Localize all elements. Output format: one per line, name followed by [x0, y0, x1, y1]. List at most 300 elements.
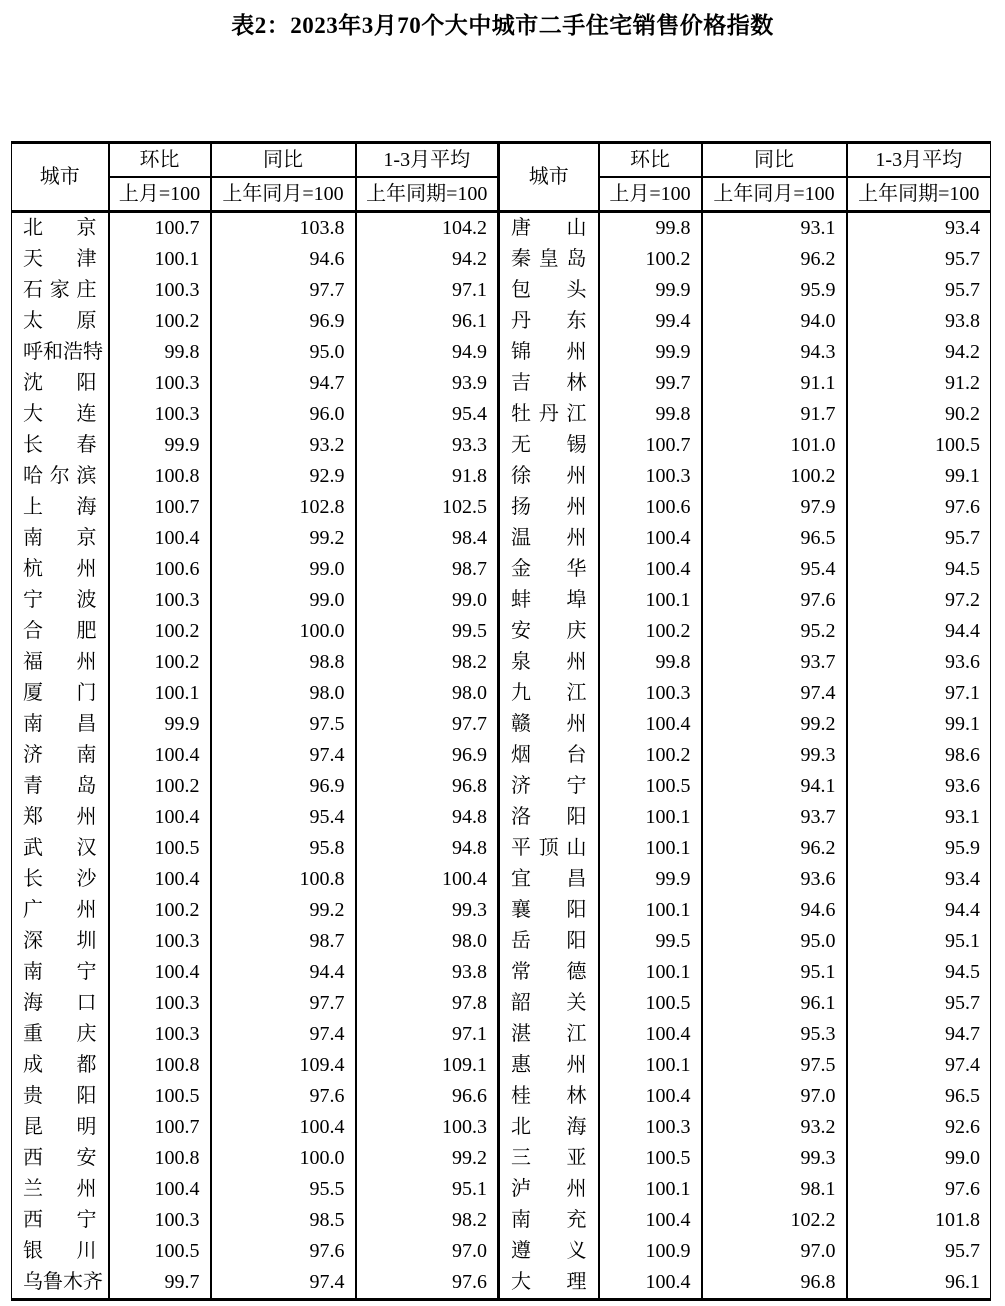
mom-value-cell: 100.7 — [109, 492, 211, 523]
mom-value-cell: 100.2 — [599, 244, 702, 275]
avg-value-cell: 98.0 — [356, 926, 499, 957]
city-name: 安庆 — [511, 620, 587, 642]
mom-value-cell: 100.2 — [109, 306, 211, 337]
mom-value-cell: 100.2 — [599, 740, 702, 771]
city-name: 哈尔滨 — [23, 465, 97, 487]
city-cell — [499, 1267, 599, 1300]
avg-value-cell: 96.5 — [847, 1081, 991, 1112]
yoy-value-cell: 93.2 — [702, 1112, 847, 1143]
city-name: 牡丹江 — [511, 403, 587, 425]
avg-value-cell: 98.4 — [356, 523, 499, 554]
header-yoy-right: 同比 — [702, 143, 847, 178]
city-cell — [499, 616, 599, 647]
header-row-top — [12, 143, 991, 178]
city-cell — [12, 1081, 109, 1112]
yoy-value-cell: 91.7 — [702, 399, 847, 430]
city-name: 吉林 — [511, 372, 587, 394]
city-name: 南昌 — [23, 713, 97, 735]
header-city-right: 城市 — [499, 143, 599, 212]
table-row — [12, 678, 991, 709]
avg-value-cell: 96.8 — [356, 771, 499, 802]
mom-value-cell: 100.3 — [599, 1112, 702, 1143]
city-cell — [499, 1143, 599, 1174]
city-name: 金华 — [511, 558, 587, 580]
yoy-value-cell: 93.6 — [702, 864, 847, 895]
yoy-value-cell: 103.8 — [211, 212, 356, 245]
table-row — [12, 554, 991, 585]
city-cell — [499, 306, 599, 337]
yoy-value-cell: 102.2 — [702, 1205, 847, 1236]
city-name: 赣州 — [511, 713, 587, 735]
mom-value-cell: 100.7 — [109, 1112, 211, 1143]
avg-value-cell: 97.4 — [847, 1050, 991, 1081]
avg-value-cell: 94.7 — [847, 1019, 991, 1050]
city-cell — [12, 399, 109, 430]
city-name: 重庆 — [23, 1023, 97, 1045]
mom-value-cell: 100.5 — [109, 1081, 211, 1112]
avg-value-cell: 98.7 — [356, 554, 499, 585]
city-cell — [12, 895, 109, 926]
city-name: 西安 — [23, 1147, 97, 1169]
mom-value-cell: 100.1 — [599, 833, 702, 864]
avg-value-cell: 95.7 — [847, 275, 991, 306]
city-cell — [499, 368, 599, 399]
city-cell — [499, 709, 599, 740]
header-avg-base-right: 上年同期=100 — [847, 177, 991, 212]
avg-value-cell: 93.4 — [847, 212, 991, 245]
city-cell — [12, 337, 109, 368]
city-cell — [12, 1205, 109, 1236]
table-row — [12, 1081, 991, 1112]
city-name: 襄阳 — [511, 899, 587, 921]
city-name: 洛阳 — [511, 806, 587, 828]
avg-value-cell: 99.0 — [356, 585, 499, 616]
table-row — [12, 1267, 991, 1300]
yoy-value-cell: 99.2 — [702, 709, 847, 740]
table-row — [12, 740, 991, 771]
city-name: 厦门 — [23, 682, 97, 704]
city-cell — [12, 585, 109, 616]
yoy-value-cell: 94.0 — [702, 306, 847, 337]
city-cell — [499, 1019, 599, 1050]
mom-value-cell: 100.2 — [109, 647, 211, 678]
table-row — [12, 864, 991, 895]
table-row — [12, 1174, 991, 1205]
avg-value-cell: 98.6 — [847, 740, 991, 771]
avg-value-cell: 97.2 — [847, 585, 991, 616]
city-cell — [12, 926, 109, 957]
city-name: 大连 — [23, 403, 97, 425]
city-name: 青岛 — [23, 775, 97, 797]
city-cell — [499, 585, 599, 616]
avg-value-cell: 96.1 — [847, 1267, 991, 1300]
city-name: 宜昌 — [511, 868, 587, 890]
table-row — [12, 244, 991, 275]
yoy-value-cell: 91.1 — [702, 368, 847, 399]
avg-value-cell: 97.1 — [847, 678, 991, 709]
yoy-value-cell: 96.1 — [702, 988, 847, 1019]
city-name: 南宁 — [23, 961, 97, 983]
table-row — [12, 1143, 991, 1174]
city-cell — [12, 430, 109, 461]
city-cell — [12, 709, 109, 740]
yoy-value-cell: 101.0 — [702, 430, 847, 461]
city-name: 遵义 — [511, 1240, 587, 1262]
city-name: 无锡 — [511, 434, 587, 456]
city-name: 福州 — [23, 651, 97, 673]
yoy-value-cell: 100.8 — [211, 864, 356, 895]
city-name: 沈阳 — [23, 372, 97, 394]
yoy-value-cell: 99.2 — [211, 895, 356, 926]
city-name: 合肥 — [23, 620, 97, 642]
mom-value-cell: 100.2 — [599, 616, 702, 647]
mom-value-cell: 100.7 — [599, 430, 702, 461]
mom-value-cell: 100.5 — [109, 833, 211, 864]
yoy-value-cell: 94.7 — [211, 368, 356, 399]
city-cell — [12, 988, 109, 1019]
mom-value-cell: 100.3 — [109, 399, 211, 430]
mom-value-cell: 100.8 — [109, 1143, 211, 1174]
mom-value-cell: 100.3 — [599, 461, 702, 492]
mom-value-cell: 100.2 — [109, 771, 211, 802]
city-name: 三亚 — [511, 1147, 587, 1169]
avg-value-cell: 93.6 — [847, 647, 991, 678]
yoy-value-cell: 95.5 — [211, 1174, 356, 1205]
mom-value-cell: 100.4 — [599, 1081, 702, 1112]
city-name: 太原 — [23, 310, 97, 332]
city-name: 泸州 — [511, 1178, 587, 1200]
avg-value-cell: 90.2 — [847, 399, 991, 430]
avg-value-cell: 94.9 — [356, 337, 499, 368]
avg-value-cell: 95.9 — [847, 833, 991, 864]
avg-value-cell: 94.5 — [847, 554, 991, 585]
city-cell — [12, 833, 109, 864]
table-row — [12, 337, 991, 368]
city-cell — [499, 461, 599, 492]
mom-value-cell: 100.3 — [109, 585, 211, 616]
table-row — [12, 988, 991, 1019]
yoy-value-cell: 98.8 — [211, 647, 356, 678]
city-name: 平顶山 — [511, 837, 587, 859]
avg-value-cell: 97.6 — [847, 492, 991, 523]
header-yoy-left: 同比 — [211, 143, 356, 178]
mom-value-cell: 100.5 — [109, 1236, 211, 1267]
city-cell — [499, 399, 599, 430]
yoy-value-cell: 93.7 — [702, 802, 847, 833]
yoy-value-cell: 100.2 — [702, 461, 847, 492]
city-name: 上海 — [23, 496, 97, 518]
city-name: 秦皇岛 — [511, 248, 587, 270]
city-cell — [499, 1205, 599, 1236]
table-row — [12, 492, 991, 523]
city-name: 唐山 — [511, 217, 587, 239]
header-city-left: 城市 — [39, 166, 80, 188]
mom-value-cell: 100.8 — [109, 1050, 211, 1081]
yoy-value-cell: 95.8 — [211, 833, 356, 864]
avg-value-cell: 93.4 — [847, 864, 991, 895]
city-cell — [12, 554, 109, 585]
avg-value-cell: 94.5 — [847, 957, 991, 988]
mom-value-cell: 99.8 — [599, 647, 702, 678]
avg-value-cell: 95.7 — [847, 988, 991, 1019]
yoy-value-cell: 94.6 — [702, 895, 847, 926]
avg-value-cell: 97.1 — [356, 1019, 499, 1050]
header-avg-left: 1-3月平均 — [356, 143, 499, 178]
city-cell — [499, 926, 599, 957]
avg-value-cell: 95.1 — [847, 926, 991, 957]
avg-value-cell: 94.2 — [356, 244, 499, 275]
mom-value-cell: 99.5 — [599, 926, 702, 957]
mom-value-cell: 100.3 — [109, 368, 211, 399]
yoy-value-cell: 100.4 — [211, 1112, 356, 1143]
table-row — [12, 275, 991, 306]
city-name: 杭州 — [23, 558, 97, 580]
city-cell — [499, 740, 599, 771]
city-cell — [499, 802, 599, 833]
yoy-value-cell: 99.0 — [211, 554, 356, 585]
yoy-value-cell: 93.7 — [702, 647, 847, 678]
city-cell — [12, 616, 109, 647]
city-name: 温州 — [511, 527, 587, 549]
city-cell — [499, 523, 599, 554]
table-row — [12, 430, 991, 461]
city-name: 丹东 — [511, 310, 587, 332]
header-yoy-base-left: 上年同月=100 — [211, 177, 356, 212]
city-name: 呼和浩特 — [23, 341, 103, 363]
yoy-value-cell: 95.4 — [211, 802, 356, 833]
yoy-value-cell: 98.1 — [702, 1174, 847, 1205]
avg-value-cell: 93.8 — [847, 306, 991, 337]
mom-value-cell: 100.4 — [599, 709, 702, 740]
yoy-value-cell: 95.2 — [702, 616, 847, 647]
mom-value-cell: 100.1 — [109, 678, 211, 709]
city-name: 海口 — [23, 992, 97, 1014]
city-name: 烟台 — [511, 744, 587, 766]
table-row — [12, 585, 991, 616]
avg-value-cell: 96.1 — [356, 306, 499, 337]
mom-value-cell: 99.8 — [599, 399, 702, 430]
yoy-value-cell: 94.4 — [211, 957, 356, 988]
yoy-value-cell: 97.4 — [211, 740, 356, 771]
mom-value-cell: 100.3 — [109, 926, 211, 957]
yoy-value-cell: 100.0 — [211, 1143, 356, 1174]
city-cell — [499, 957, 599, 988]
yoy-value-cell: 109.4 — [211, 1050, 356, 1081]
city-name: 成都 — [23, 1054, 97, 1076]
avg-value-cell: 98.2 — [356, 1205, 499, 1236]
mom-value-cell: 99.7 — [109, 1267, 211, 1300]
table-row — [12, 1112, 991, 1143]
avg-value-cell: 93.8 — [356, 957, 499, 988]
yoy-value-cell: 99.3 — [702, 1143, 847, 1174]
yoy-value-cell: 94.3 — [702, 337, 847, 368]
avg-value-cell: 92.6 — [847, 1112, 991, 1143]
yoy-value-cell: 97.6 — [211, 1236, 356, 1267]
avg-value-cell: 91.8 — [356, 461, 499, 492]
city-name: 银川 — [23, 1240, 97, 1262]
avg-value-cell: 94.8 — [356, 802, 499, 833]
city-name: 深圳 — [23, 930, 97, 952]
city-name: 惠州 — [511, 1054, 587, 1076]
table-row — [12, 461, 991, 492]
city-cell — [12, 1236, 109, 1267]
city-name: 包头 — [511, 279, 587, 301]
header-mom-base-right: 上月=100 — [599, 177, 702, 212]
city-name: 北海 — [511, 1116, 587, 1138]
city-name: 韶关 — [511, 992, 587, 1014]
yoy-value-cell: 95.0 — [702, 926, 847, 957]
yoy-value-cell: 95.3 — [702, 1019, 847, 1050]
city-cell — [12, 244, 109, 275]
mom-value-cell: 100.1 — [599, 957, 702, 988]
mom-value-cell: 100.3 — [109, 988, 211, 1019]
mom-value-cell: 100.4 — [599, 1267, 702, 1300]
yoy-value-cell: 97.0 — [702, 1081, 847, 1112]
avg-value-cell: 94.2 — [847, 337, 991, 368]
city-name: 宁波 — [23, 589, 97, 611]
mom-value-cell: 99.9 — [599, 337, 702, 368]
yoy-value-cell: 97.4 — [211, 1019, 356, 1050]
avg-value-cell: 95.7 — [847, 1236, 991, 1267]
table-row — [12, 833, 991, 864]
table-row — [12, 306, 991, 337]
header-mom-right: 环比 — [599, 143, 702, 178]
avg-value-cell: 99.5 — [356, 616, 499, 647]
yoy-value-cell: 92.9 — [211, 461, 356, 492]
table-row — [12, 926, 991, 957]
mom-value-cell: 100.4 — [599, 523, 702, 554]
table-row — [12, 647, 991, 678]
avg-value-cell: 96.6 — [356, 1081, 499, 1112]
mom-value-cell: 100.1 — [599, 895, 702, 926]
city-cell — [12, 306, 109, 337]
city-name: 济宁 — [511, 775, 587, 797]
city-cell — [499, 244, 599, 275]
avg-value-cell: 97.6 — [847, 1174, 991, 1205]
avg-value-cell: 100.3 — [356, 1112, 499, 1143]
city-cell — [499, 1174, 599, 1205]
avg-value-cell: 99.2 — [356, 1143, 499, 1174]
mom-value-cell: 100.4 — [599, 1205, 702, 1236]
mom-value-cell: 99.4 — [599, 306, 702, 337]
city-name: 兰州 — [23, 1178, 97, 1200]
header-mom-left: 环比 — [109, 143, 211, 178]
table-row — [12, 957, 991, 988]
mom-value-cell: 100.6 — [599, 492, 702, 523]
yoy-value-cell: 99.3 — [702, 740, 847, 771]
city-name: 常德 — [511, 961, 587, 983]
avg-value-cell: 95.7 — [847, 523, 991, 554]
mom-value-cell: 100.3 — [109, 1019, 211, 1050]
avg-value-cell: 98.2 — [356, 647, 499, 678]
table-row — [12, 1236, 991, 1267]
city-cell — [499, 1112, 599, 1143]
city-cell — [499, 554, 599, 585]
city-cell — [12, 802, 109, 833]
city-name: 锦州 — [511, 341, 587, 363]
city-cell — [12, 1143, 109, 1174]
city-cell — [499, 430, 599, 461]
city-cell — [12, 1019, 109, 1050]
mom-value-cell: 100.7 — [109, 212, 211, 245]
city-cell — [12, 1267, 109, 1300]
city-cell — [499, 492, 599, 523]
city-cell — [12, 647, 109, 678]
city-cell — [499, 988, 599, 1019]
mom-value-cell: 100.3 — [109, 1205, 211, 1236]
table-row — [12, 616, 991, 647]
table-row — [12, 771, 991, 802]
mom-value-cell: 100.4 — [599, 1019, 702, 1050]
city-name: 扬州 — [511, 496, 587, 518]
yoy-value-cell: 98.5 — [211, 1205, 356, 1236]
yoy-value-cell: 95.0 — [211, 337, 356, 368]
mom-value-cell: 100.5 — [599, 1143, 702, 1174]
city-name: 广州 — [23, 899, 97, 921]
city-cell — [12, 864, 109, 895]
mom-value-cell: 100.8 — [109, 461, 211, 492]
table-row — [12, 399, 991, 430]
mom-value-cell: 99.7 — [599, 368, 702, 399]
city-cell — [12, 523, 109, 554]
avg-value-cell: 98.0 — [356, 678, 499, 709]
yoy-value-cell: 98.0 — [211, 678, 356, 709]
mom-value-cell: 100.1 — [599, 1050, 702, 1081]
yoy-value-cell: 97.7 — [211, 275, 356, 306]
city-cell — [12, 1174, 109, 1205]
city-name: 乌鲁木齐 — [23, 1271, 103, 1293]
mom-value-cell: 100.5 — [599, 988, 702, 1019]
avg-value-cell: 93.6 — [847, 771, 991, 802]
city-cell — [499, 833, 599, 864]
table-body — [12, 212, 991, 1300]
yoy-value-cell: 95.1 — [702, 957, 847, 988]
yoy-value-cell: 99.0 — [211, 585, 356, 616]
yoy-value-cell: 97.5 — [211, 709, 356, 740]
city-name: 岳阳 — [511, 930, 587, 952]
mom-value-cell: 100.4 — [109, 957, 211, 988]
avg-value-cell: 97.6 — [356, 1267, 499, 1300]
city-name: 南充 — [511, 1209, 587, 1231]
avg-value-cell: 94.8 — [356, 833, 499, 864]
avg-value-cell: 91.2 — [847, 368, 991, 399]
mom-value-cell: 99.8 — [599, 212, 702, 245]
city-name: 九江 — [511, 682, 587, 704]
mom-value-cell: 99.8 — [109, 337, 211, 368]
city-cell — [12, 492, 109, 523]
city-cell — [12, 678, 109, 709]
table-row — [12, 709, 991, 740]
yoy-value-cell: 96.8 — [702, 1267, 847, 1300]
yoy-value-cell: 94.1 — [702, 771, 847, 802]
city-name: 石家庄 — [23, 279, 97, 301]
avg-value-cell: 95.1 — [356, 1174, 499, 1205]
header-avg-base-left: 上年同期=100 — [356, 177, 499, 212]
city-name: 济南 — [23, 744, 97, 766]
mom-value-cell: 99.9 — [599, 275, 702, 306]
avg-value-cell: 93.3 — [356, 430, 499, 461]
table-row — [12, 1205, 991, 1236]
yoy-value-cell: 97.5 — [702, 1050, 847, 1081]
yoy-value-cell: 96.0 — [211, 399, 356, 430]
yoy-value-cell: 97.9 — [702, 492, 847, 523]
yoy-value-cell: 96.9 — [211, 771, 356, 802]
city-name: 贵阳 — [23, 1085, 97, 1107]
city-name: 南京 — [23, 527, 97, 549]
avg-value-cell: 102.5 — [356, 492, 499, 523]
avg-value-cell: 99.3 — [356, 895, 499, 926]
city-name: 长沙 — [23, 868, 97, 890]
